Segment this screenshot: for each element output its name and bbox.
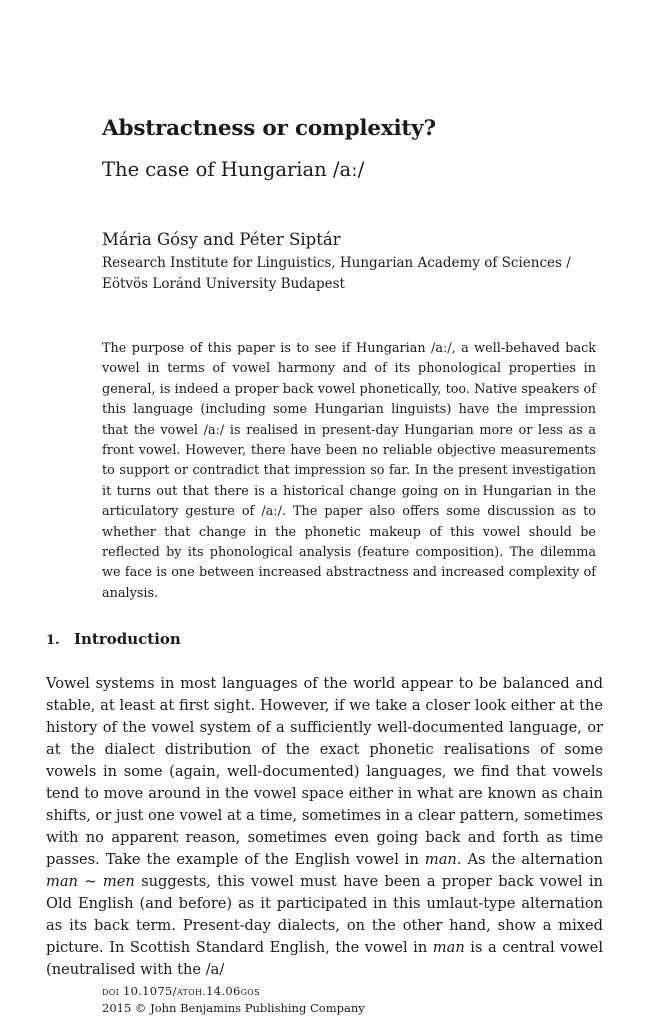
copyright: 2015 © John Benjamins Publishing Company xyxy=(102,1001,365,1015)
body-italic-term: man ~ men xyxy=(46,873,135,890)
body-paragraph xyxy=(46,673,603,981)
body-italic-term: man xyxy=(432,939,465,956)
body-text-part: suggests, this vowel must have been a proper back vowel in Old English (and before) as it participated in this umlaut-type alternation as its back term. Present-day dialects, on the other hand, show a mixed picture. In Scottish Standard English, the vowel in xyxy=(46,873,603,956)
section-number: 1. xyxy=(46,633,60,648)
paper-title: Abstractness or complexity? xyxy=(102,116,436,141)
abstract: The purpose of this paper is to see if Hungarian /aː/, a well-behaved back vowel in terms of vowel harmony and of its phonological properties in general, is indeed a proper back vowel phonetically, too. Native speakers of this language (including some Hungarian linguists) have the impression that the vowel /aː/ is realised in present-day Hungarian more or less as a front vowel. However, there have been no reliable objective measurements to support or contradict that impression so far. In the present investigation it turns out that there is a historical change going on in Hungarian in the articulatory gesture of /aː/. The paper also offers some discussion as to whether that change in the phonetic makeup of this vowel should be reflected by its phonological analysis (feature composition). The dilemma we face is one between increased abstractness and increased complexity of analysis. xyxy=(102,341,596,601)
body-text-part: . As the alternation xyxy=(456,851,603,868)
section-title: Introduction xyxy=(74,630,181,648)
doi: doi 10.1075/atoh.14.06gos xyxy=(102,984,260,998)
authors: Mária Gósy and Péter Siptár xyxy=(102,230,341,249)
affiliation: Research Institute for Linguistics, Hungarian Academy of Sciences / Eötvös Loránd University Budapest xyxy=(102,255,571,292)
paper-subtitle: The case of Hungarian /aː/ xyxy=(102,158,365,181)
body-text-part: is a central vowel (neutralised with the /a/ xyxy=(46,939,603,978)
body-italic-term: man xyxy=(424,851,457,868)
footer xyxy=(102,983,365,1017)
body-text-part: Vowel systems in most languages of the world appear to be balanced and stable, at least at first sight. However, if we take a closer look either at the history of the vowel system of a sufficiently well-documented language, or at the dialect distribution of the exact phonetic realisations of some vowels in some (again, well-documented) languages, we find that vowels tend to move around in the vowel space either in what are known as chain shifts, or just one vowel at a time, sometimes in a clear pattern, sometimes with no apparent reason, sometimes even going back and forth as time passes. Take the example of the English vowel in xyxy=(46,675,603,868)
section-heading xyxy=(46,630,181,648)
